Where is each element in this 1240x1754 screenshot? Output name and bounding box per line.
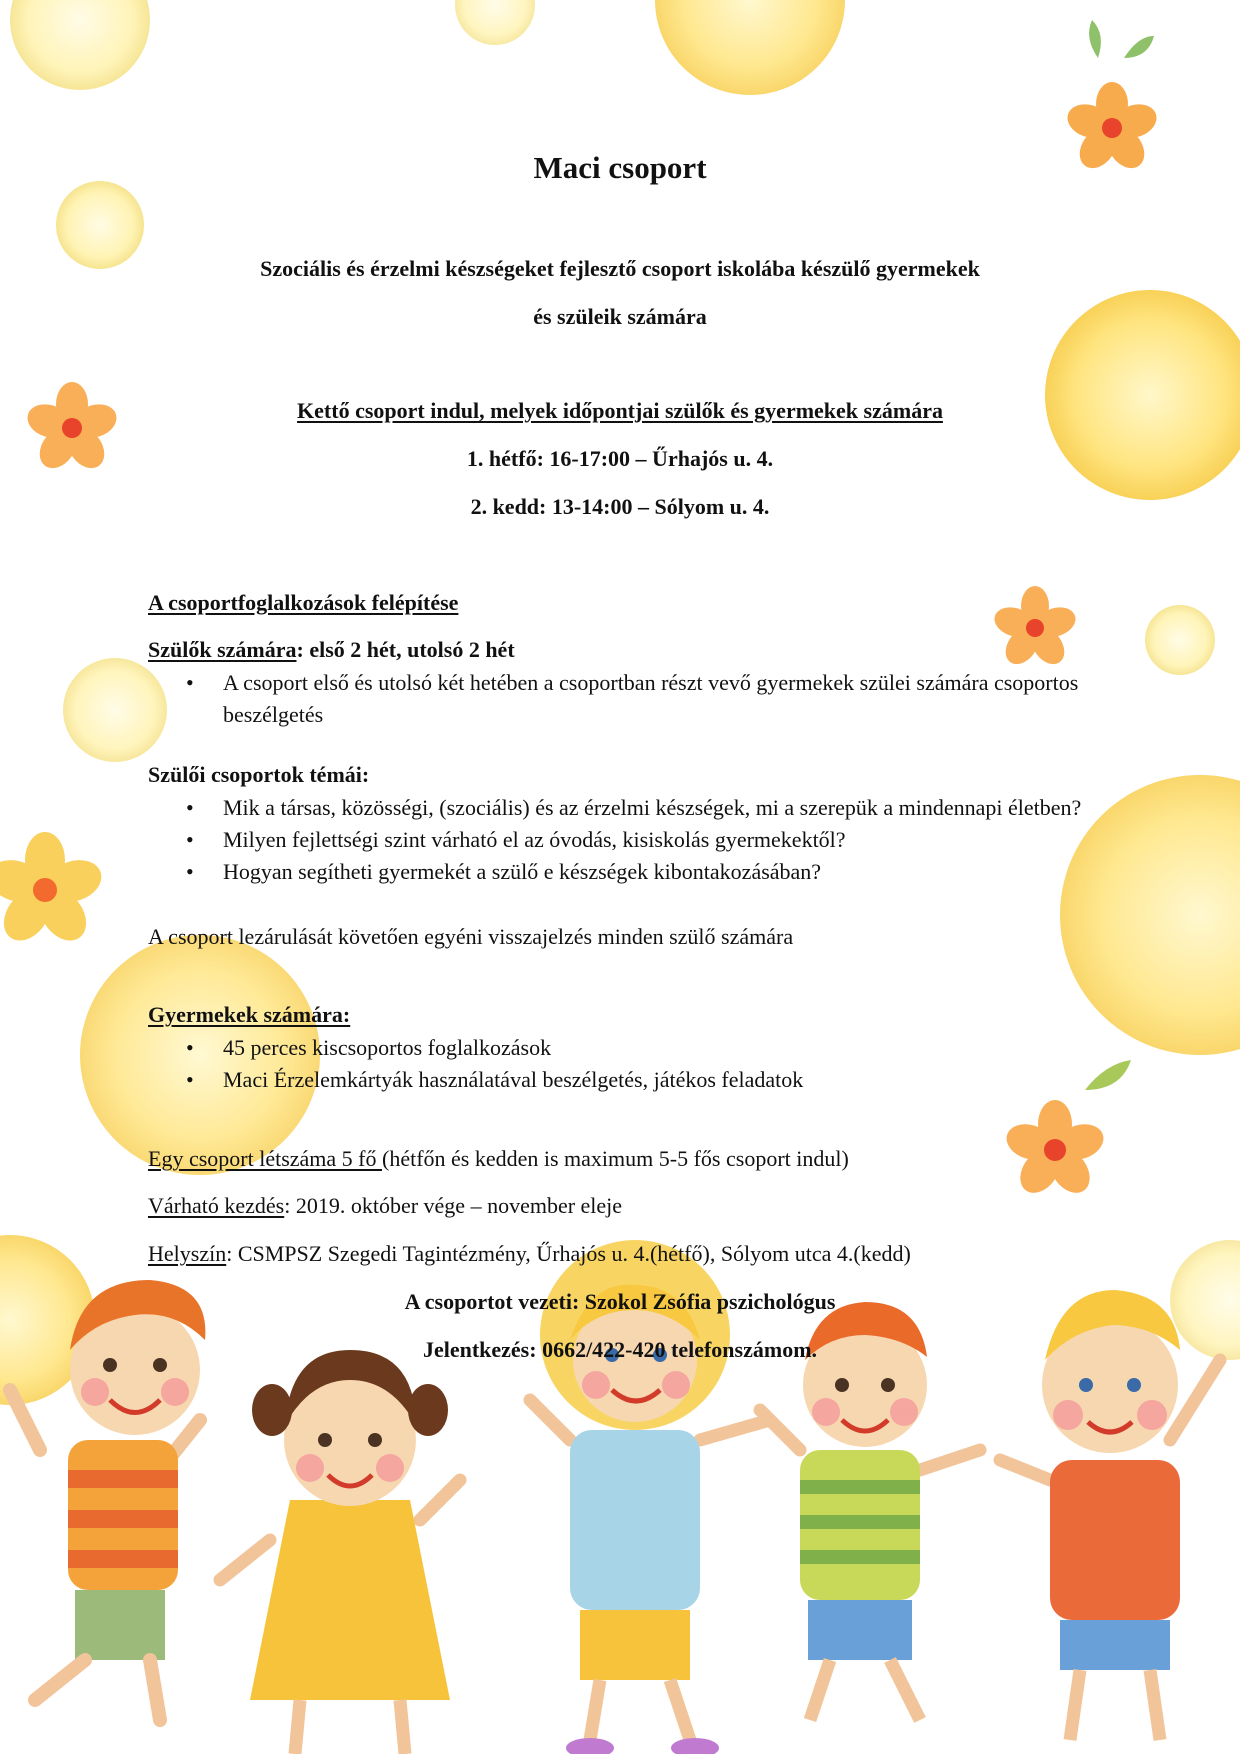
group-size-label: Egy csoport létszáma 5 fő: [148, 1146, 382, 1171]
group-size: [148, 1146, 849, 1172]
feedback-note: A csoport lezárulását követően egyéni visszajelzés minden szülő számára: [148, 924, 794, 949]
list-item: • Mik a társas, közösségi, (szociális) és az érzelmi készségek, mi a szerepük a mindennapi életben?: [148, 792, 1098, 824]
start-date: [148, 1193, 622, 1219]
list-item: • 45 perces kiscsoportos foglalkozások: [148, 1032, 1098, 1064]
location: [148, 1241, 911, 1267]
children-list: [148, 1032, 1098, 1096]
start-date-rest: : 2019. október vége – november eleje: [284, 1193, 623, 1218]
child-4-icon: [760, 1302, 980, 1720]
list-item: • Milyen fejlettségi szint várható el az óvodás, kisiskolás gyermekektől?: [148, 824, 1098, 856]
page-title: Maci csoport: [533, 150, 707, 185]
subtitle-line-2: és szüleik számára: [533, 304, 707, 329]
location-rest: : CSMPSZ Szegedi Tagintézmény, Űrhajós u. 4.(hétfő), Sólyom utca 4.(kedd): [226, 1241, 911, 1266]
parents-label: Szülők számára: [148, 637, 297, 662]
schedule-group-2: 2. kedd: 13-14:00 – Sólyom u. 4.: [470, 494, 770, 519]
parents-heading: [148, 637, 515, 663]
subtitle-line-1: Szociális és érzelmi készségeket fejlesztő csoport iskolába készülő gyermekek: [260, 256, 980, 281]
children-heading: Gyermekek számára:: [148, 1002, 351, 1027]
children-illustration: [10, 1240, 1220, 1754]
location-label: Helyszín: [148, 1241, 227, 1266]
topics-heading: Szülői csoportok témái:: [148, 762, 370, 787]
parents-label-rest: : első 2 hét, utolsó 2 hét: [296, 637, 515, 662]
leader-line: A csoportot vezeti: Szokol Zsófia pszichológus: [404, 1289, 836, 1314]
child-2-icon: [220, 1350, 460, 1754]
list-item: • A csoport első és utolsó két hetében a csoportban részt vevő gyermekek szülei számára csoportos beszélgetés: [148, 667, 1098, 731]
child-3-icon: [530, 1240, 770, 1754]
parents-list: [148, 667, 1098, 731]
list-item: • Hogyan segítheti gyermekét a szülő e készségek kibontakozásában?: [148, 856, 1098, 888]
structure-heading: A csoportfoglalkozások felépítése: [148, 590, 459, 615]
start-date-label: Várható kezdés: [148, 1193, 285, 1218]
schedule-heading: Kettő csoport indul, melyek időpontjai szülők és gyermekek számára: [297, 398, 943, 423]
list-item: • Maci Érzelemkártyák használatával beszélgetés, játékos feladatok: [148, 1064, 1098, 1096]
schedule-group-1: 1. hétfő: 16-17:00 – Űrhajós u. 4.: [466, 446, 774, 471]
flower-mid-right-icon: [991, 586, 1080, 670]
group-size-rest: (hétfőn és kedden is maximum 5-5 fős csoport indul): [382, 1146, 849, 1171]
topics-list: [148, 792, 1098, 888]
flower-left-yellow-icon: [0, 832, 107, 949]
contact-line: Jelentkezés: 0662/422-420 telefonszámom.: [422, 1337, 818, 1362]
